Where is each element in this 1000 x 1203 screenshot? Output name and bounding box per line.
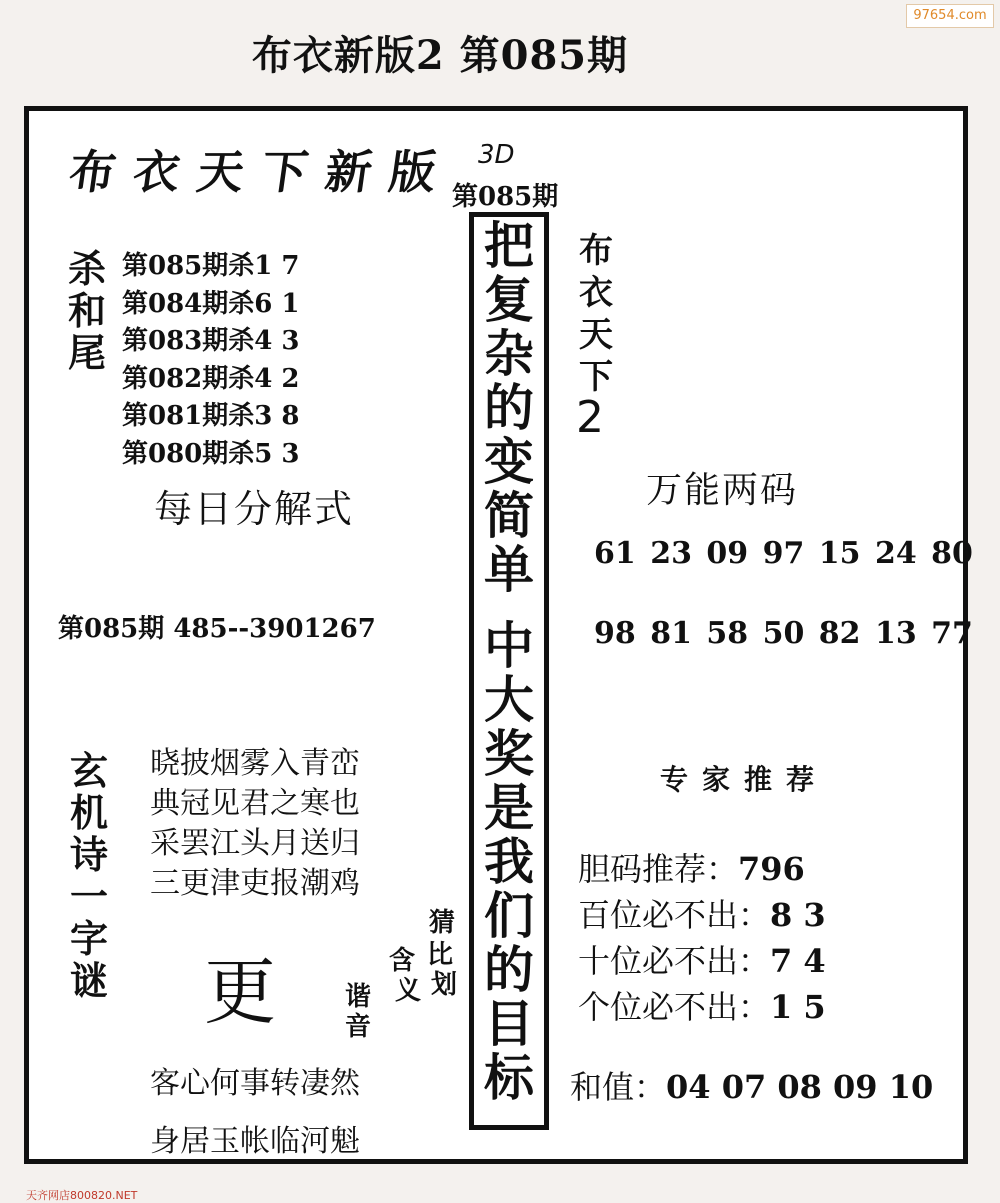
brand-title: 布衣天下新版 (65, 145, 458, 199)
kill-row: 第082期杀4 2 (122, 363, 300, 394)
brand2-char: 天 (579, 315, 613, 355)
kill-label-char: 尾 (67, 331, 106, 375)
slogan-char: 把 (484, 217, 534, 275)
kill-label (64, 248, 110, 374)
hint-contain: 含 (388, 946, 415, 976)
recommend-row: 个位必不出：1 5 (578, 988, 826, 1026)
hint-sound: 音 (344, 1012, 371, 1042)
daily-title: 每日分解式 (154, 487, 355, 531)
slogan-char: 中 (484, 617, 534, 675)
slogan-char: 是 (484, 779, 534, 837)
riddle-label-char: 机 (69, 791, 108, 835)
code-row: 98 81 58 50 82 13 77 (594, 616, 973, 651)
poem-line: 采罢江头月送归 (150, 826, 360, 861)
tag-3d: 3D (478, 140, 515, 170)
slogan-char: 简 (484, 487, 534, 545)
riddle-label-char: 一 (69, 875, 108, 919)
riddle-label-char: 谜 (69, 959, 108, 1003)
poem-tail-line: 身居玉帐临河魁 (150, 1124, 360, 1159)
riddle-poem (150, 744, 360, 904)
riddle-label-char: 诗 (69, 833, 108, 877)
slogan-char: 的 (484, 379, 534, 437)
recommend-row: 十位必不出：7 4 (578, 942, 826, 980)
hint-compare: 比 (426, 940, 453, 970)
poem-tail-line: 客心何事转凄然 (150, 1066, 360, 1101)
kill-label-char: 杀 (67, 247, 106, 291)
slogan-char: 标 (484, 1049, 534, 1107)
brand2-label (572, 230, 620, 398)
hint-meaning: 义 (394, 976, 421, 1006)
slogan-char: 变 (484, 433, 534, 491)
slogan-char: 奖 (484, 725, 534, 783)
kill-row: 第084期杀6 1 (122, 288, 300, 319)
brand2-number: 2 (576, 392, 604, 443)
slogan-char: 我 (484, 833, 534, 891)
riddle-label-char: 字 (69, 917, 108, 961)
tag-issue: 第085期 (452, 182, 559, 212)
kill-row: 第080期杀5 3 (122, 438, 300, 469)
code-row: 61 23 09 97 15 24 80 (594, 536, 973, 571)
slogan-char: 的 (484, 941, 534, 999)
brand2-char: 布 (579, 231, 613, 271)
slogan-char: 杂 (484, 325, 534, 383)
riddle-label (66, 750, 112, 1002)
slogan-char: 单 (484, 541, 534, 599)
recommend-row: 胆码推荐：796 (578, 850, 805, 888)
hint-homo: 谐 (344, 982, 371, 1012)
brand2-char: 衣 (579, 273, 613, 313)
kill-label-char: 和 (67, 289, 106, 333)
kill-row: 第085期杀1 7 (122, 251, 300, 281)
recommend-row: 百位必不出：8 3 (578, 896, 826, 934)
poem-line: 三更津吏报潮鸡 (150, 866, 360, 901)
slogan-char: 们 (484, 887, 534, 945)
sum-row: 和值：04 07 08 09 10 (570, 1068, 934, 1106)
poem-line: 典冠见君之寒也 (150, 786, 360, 821)
slogan-box (469, 212, 549, 1130)
kill-list (122, 248, 300, 474)
kill-row: 第083期杀4 3 (122, 326, 300, 357)
hint-draw: 划 (430, 970, 457, 1000)
slogan-char: 目 (484, 995, 534, 1053)
slogan-char: 大 (484, 671, 534, 729)
page-title: 布衣新版2 第085期 (251, 32, 629, 79)
brand2-char: 下 (579, 357, 613, 397)
site-badge[interactable]: 97654.com (906, 4, 994, 28)
daily-formula: 第085期 485--3901267 (58, 614, 376, 644)
riddle-label-char: 玄 (69, 749, 108, 793)
hint-guess: 猜 (428, 908, 455, 938)
poem-line: 晓披烟雾入青峦 (150, 746, 360, 781)
footer-watermark: 天齐网店800820.NET (26, 1189, 138, 1202)
slogan-char: 复 (484, 271, 534, 329)
kill-row: 第081期杀3 8 (122, 401, 300, 432)
universal-title: 万能两码 (646, 470, 799, 511)
expert-title: 专家推荐 (660, 763, 829, 796)
riddle-answer: 更 (204, 950, 277, 1034)
